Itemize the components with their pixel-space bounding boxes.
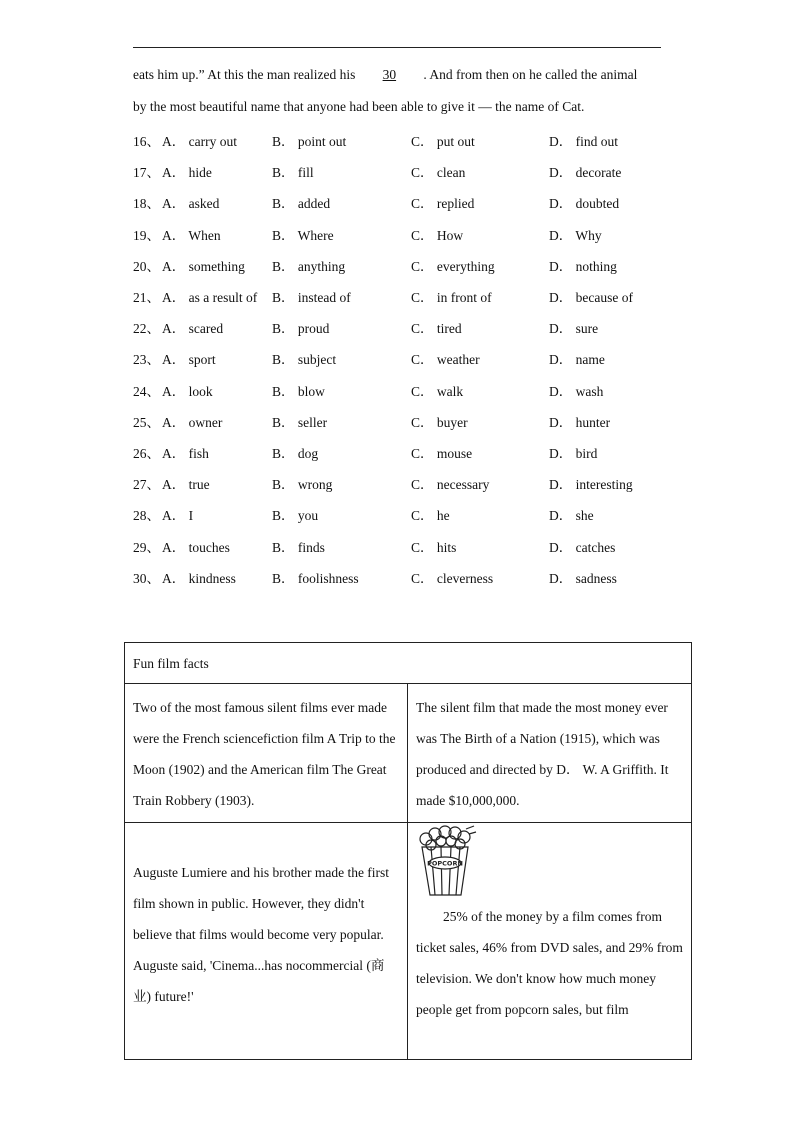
fact-money-sources-cell — [408, 823, 692, 1060]
option-a: A． scared — [162, 321, 224, 337]
option-c: C． mouse — [411, 446, 473, 461]
question-number: 23、 — [133, 352, 160, 368]
option-a: A． as a result of — [162, 290, 258, 305]
option-c: C． weather — [411, 352, 480, 368]
option-c: C． everything — [411, 258, 495, 274]
option-b: B． you — [272, 508, 319, 524]
option-a: A． something — [162, 258, 245, 274]
option-b: B． anything — [272, 258, 346, 274]
question-number: 19、 — [133, 227, 160, 243]
fact-lumiere: Auguste Lumiere and his brother made the first film shown in public. However, they didn't believe that films would become very popular. Auguste said, 'Cinema...has nocommercial (商业) future!' — [125, 823, 408, 1060]
option-a: A． asked — [162, 196, 220, 212]
question-row — [133, 255, 693, 275]
option-b: B． blow — [272, 383, 325, 399]
option-c: C． buyer — [411, 414, 468, 430]
question-number: 22、 — [133, 321, 160, 337]
option-a: A． carry out — [162, 134, 237, 149]
question-number: 25、 — [133, 414, 160, 430]
question-number: 26、 — [133, 446, 160, 461]
passage-line-2: by the most beautiful name that anyone had been able to give it — the name of Cat. — [133, 99, 585, 114]
fun-film-facts-table — [124, 642, 692, 1060]
option-b: B． Where — [272, 227, 334, 243]
option-d: D． because of — [549, 290, 633, 305]
option-d: D． interesting — [549, 477, 633, 493]
option-d: D． decorate — [549, 165, 622, 181]
option-a: A． When — [162, 227, 221, 243]
question-row — [133, 348, 693, 368]
popcorn-label: POPCORN — [427, 859, 463, 868]
option-d: D． nothing — [549, 258, 617, 274]
fact-silent-films-famous: Two of the most famous silent films ever made were the French sciencefiction film A Trip to the Moon (1902) and the American film The Great Train Robbery (1903). — [125, 684, 408, 823]
option-b: B． point out — [272, 134, 347, 149]
option-a: A． owner — [162, 414, 223, 430]
option-d: D． bird — [549, 446, 598, 461]
table-title: Fun film facts — [125, 643, 692, 684]
answer-blank-30: 30 — [382, 67, 397, 82]
option-b: B． seller — [272, 414, 328, 430]
option-a: A． look — [162, 383, 213, 399]
option-c: C． put out — [411, 134, 475, 149]
question-row — [133, 130, 693, 150]
option-d: D． hunter — [549, 414, 611, 430]
option-a: A． kindness — [162, 570, 236, 586]
question-number: 28、 — [133, 508, 160, 524]
question-row — [133, 380, 693, 400]
option-c: C． he — [411, 508, 450, 524]
question-row — [133, 567, 693, 587]
option-b: B． foolishness — [272, 570, 359, 586]
option-a: A． touches — [162, 539, 230, 555]
option-a: A． true — [162, 477, 210, 493]
passage-line-1 — [133, 67, 637, 83]
question-number: 21、 — [133, 290, 160, 305]
option-b: B． subject — [272, 352, 337, 368]
question-row — [133, 286, 693, 306]
option-b: B． instead of — [272, 290, 351, 305]
fact-money-sources: 25% of the money by a film comes from ticket sales, 46% from DVD sales, and 29% from television. We don't know how much money people get from popcorn sales, but film — [416, 909, 683, 1017]
option-d: D． sadness — [549, 570, 617, 586]
question-number: 30、 — [133, 570, 160, 586]
option-c: C． hits — [411, 539, 457, 555]
option-c: C． How — [411, 227, 464, 243]
option-a: A． fish — [162, 446, 209, 461]
option-d: D． catches — [549, 539, 616, 555]
option-b: B． fill — [272, 165, 314, 181]
option-b: B． finds — [272, 539, 325, 555]
option-c: C． replied — [411, 196, 475, 212]
question-row — [133, 192, 693, 212]
option-c: C． clean — [411, 165, 466, 181]
option-d: D． find out — [549, 134, 618, 149]
option-a: A． hide — [162, 165, 212, 181]
option-d: D． Why — [549, 227, 602, 243]
option-c: C． tired — [411, 321, 462, 337]
question-number: 24、 — [133, 383, 160, 399]
question-row — [133, 317, 693, 337]
header-rule — [133, 47, 661, 48]
question-number: 17、 — [133, 165, 160, 181]
option-b: B． added — [272, 196, 331, 212]
question-row — [133, 161, 693, 181]
option-b: B． dog — [272, 446, 319, 461]
option-d: D． sure — [549, 321, 599, 337]
question-row — [133, 411, 693, 431]
question-number: 27、 — [133, 477, 160, 493]
option-c: C． cleverness — [411, 570, 494, 586]
option-d: D． doubted — [549, 196, 620, 212]
option-c: C． walk — [411, 383, 464, 399]
option-d: D． she — [549, 508, 594, 524]
option-d: D． wash — [549, 383, 604, 399]
question-row — [133, 442, 693, 462]
question-number: 20、 — [133, 258, 160, 274]
option-a: A． I — [162, 508, 194, 524]
question-row — [133, 504, 693, 524]
question-row — [133, 536, 693, 556]
passage-text-before-blank: eats him up.” At this the man realized his — [133, 67, 356, 82]
popcorn-icon — [416, 825, 482, 897]
question-number: 16、 — [133, 134, 160, 149]
question-row — [133, 224, 693, 244]
option-b: B． wrong — [272, 477, 333, 493]
question-number: 18、 — [133, 196, 160, 212]
option-c: C． necessary — [411, 477, 490, 493]
fact-birth-of-a-nation: The silent film that made the most money ever was The Birth of a Nation (1915), which was produced and directed by D． W. A Griffith. It made $10,000,000. — [408, 684, 692, 823]
option-c: C． in front of — [411, 290, 492, 305]
passage-text-after-blank: . And from then on he called the animal — [423, 67, 638, 82]
option-d: D． name — [549, 352, 605, 368]
option-b: B． proud — [272, 321, 330, 337]
question-row — [133, 473, 693, 493]
question-number: 29、 — [133, 539, 160, 555]
option-a: A． sport — [162, 352, 216, 368]
